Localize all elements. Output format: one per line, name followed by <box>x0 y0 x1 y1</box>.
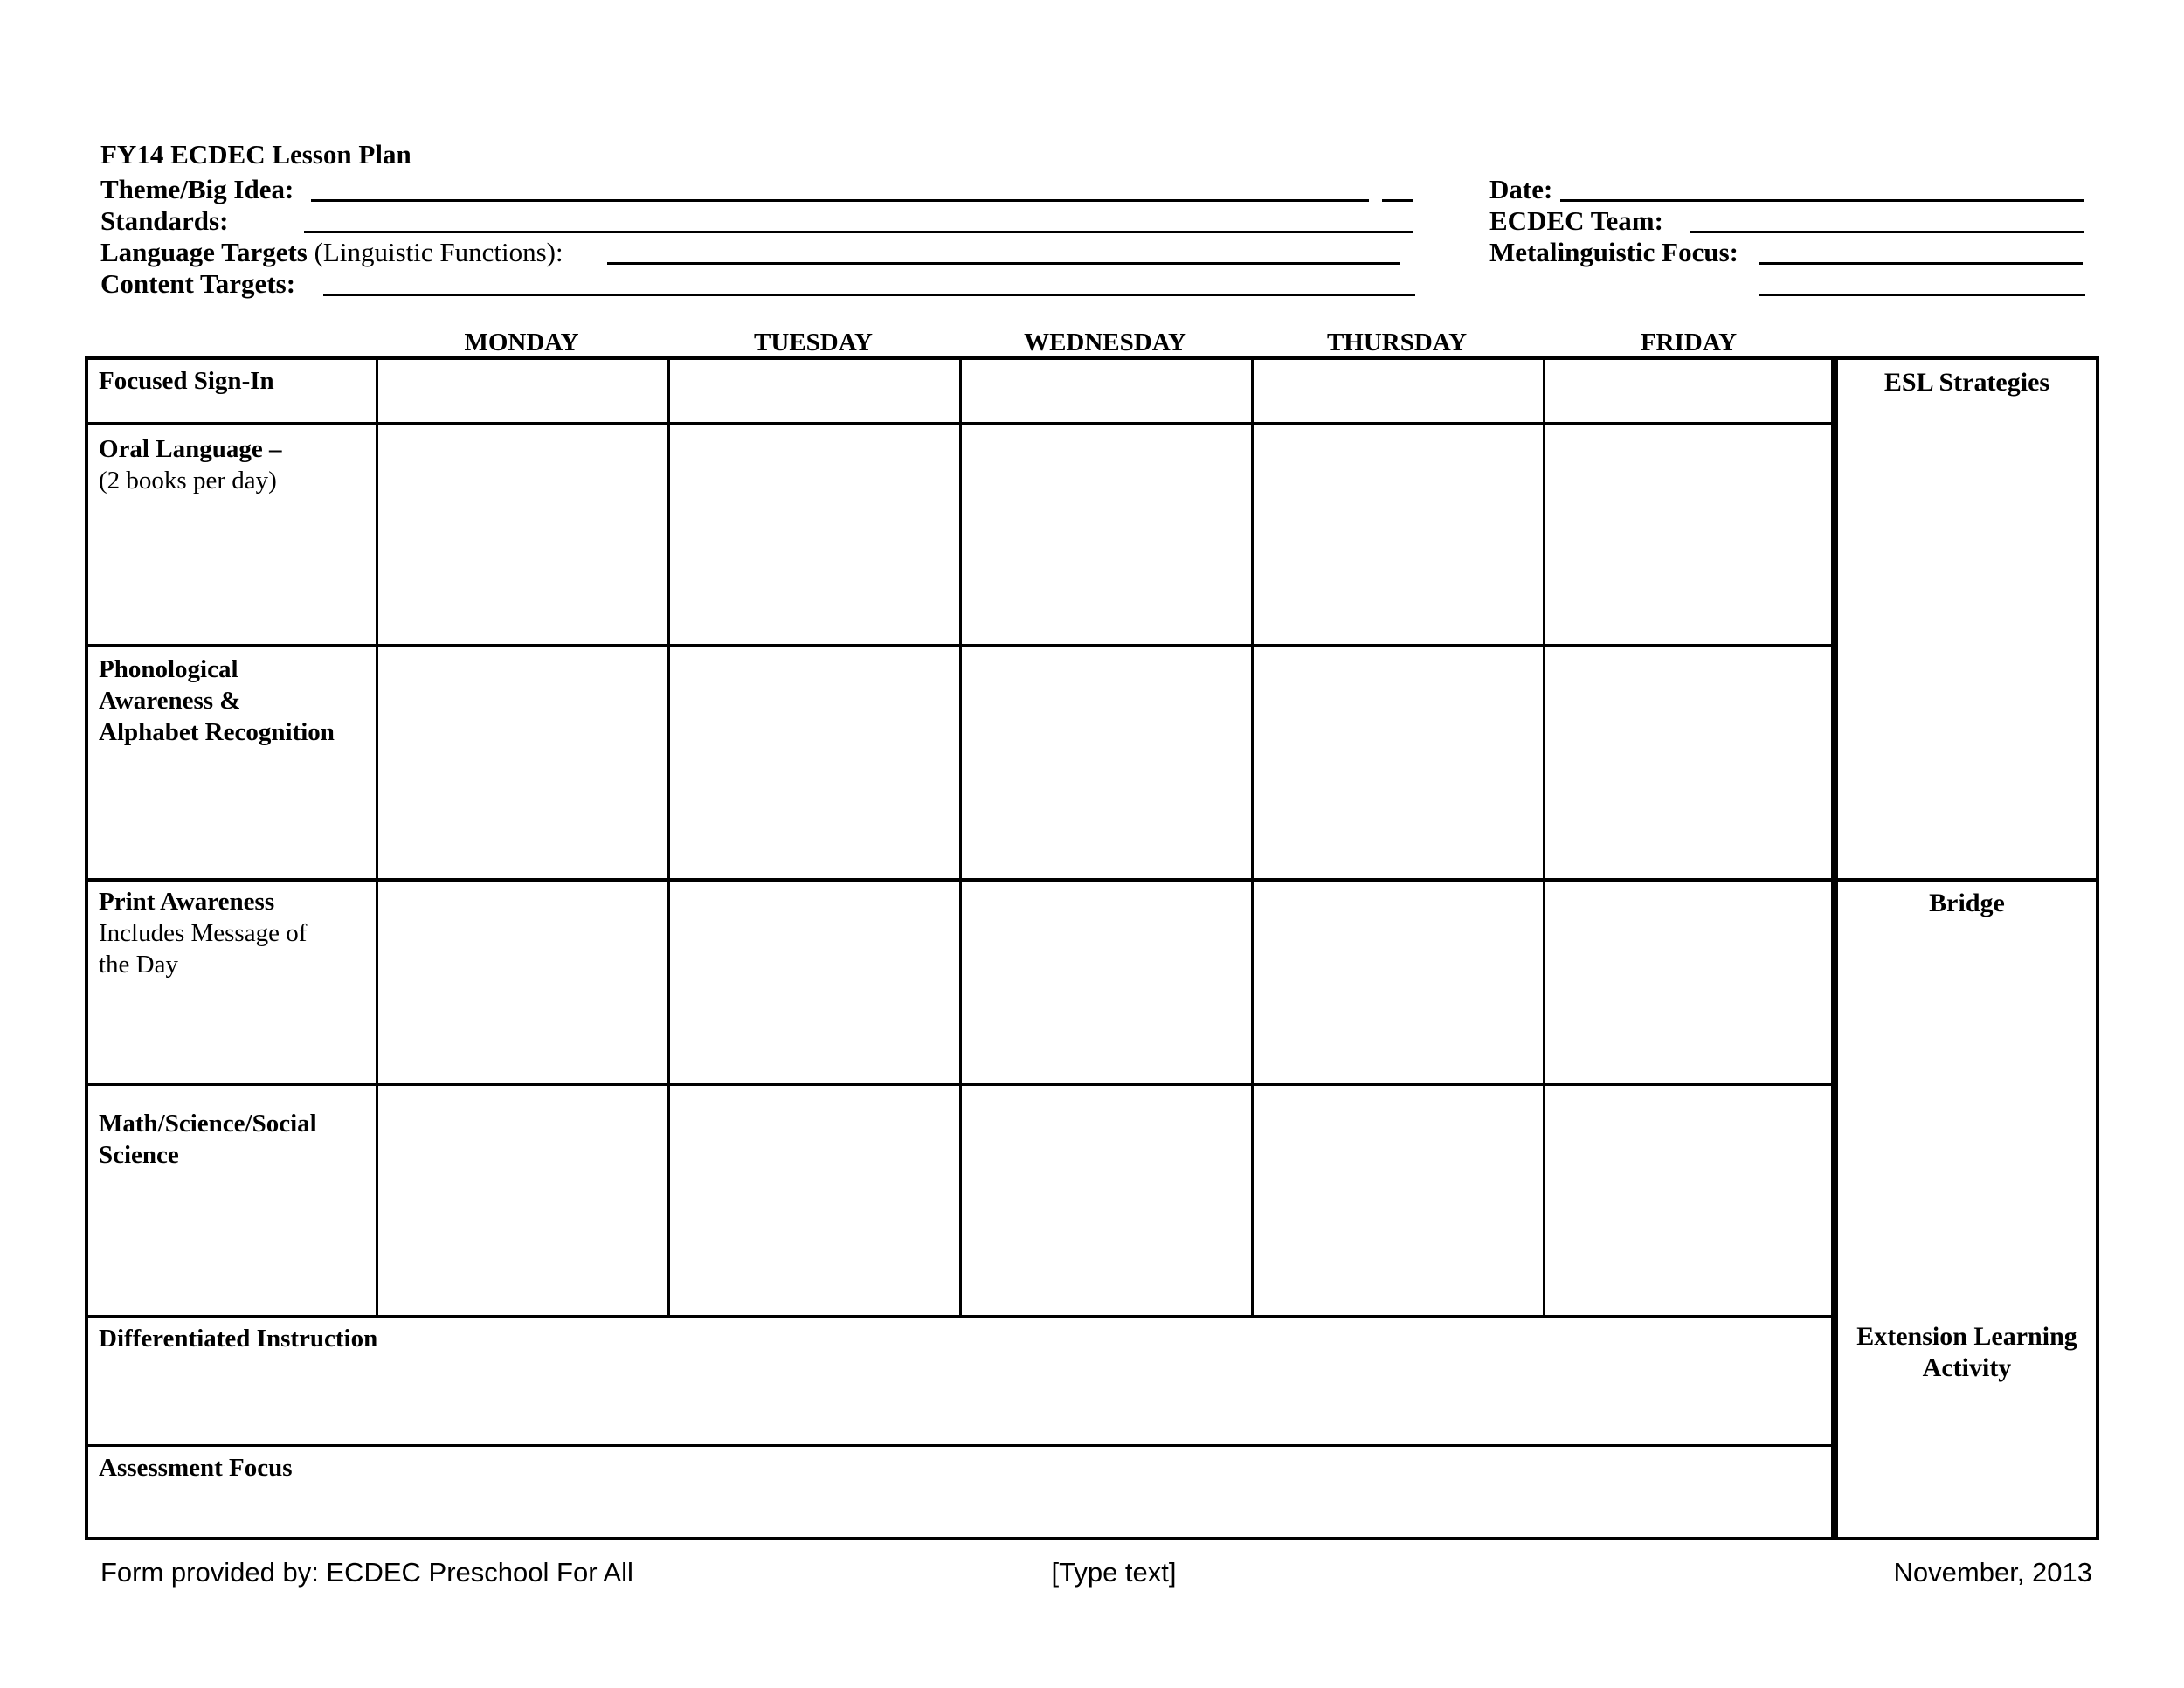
footer-type-text-placeholder[interactable]: [Type text] <box>1051 1557 1177 1588</box>
side-label-bridge: Bridge <box>1929 889 2005 917</box>
extension-line-2: Activity <box>1922 1353 2012 1382</box>
cell-thursday-focused-sign-in[interactable] <box>1251 356 1543 422</box>
cell-friday-phonological-awareness[interactable] <box>1543 644 1835 878</box>
content-targets-label: Content Targets: <box>100 268 296 299</box>
cell-wednesday-phonological-awareness[interactable] <box>959 644 1251 878</box>
cell-thursday-phonological-awareness[interactable] <box>1251 644 1543 878</box>
math-science-line-2: Science <box>99 1141 179 1169</box>
column-header-tuesday: TUESDAY <box>754 329 873 356</box>
oral-language-title: Oral Language – <box>99 435 282 463</box>
cell-tuesday-print-awareness[interactable] <box>667 878 959 1083</box>
standards-blank[interactable] <box>304 231 1413 233</box>
date-label: Date: <box>1489 174 1553 204</box>
row-label-oral-language <box>99 433 365 496</box>
math-science-line-1: Math/Science/Social <box>99 1110 317 1138</box>
language-targets-label <box>100 238 563 267</box>
column-header-monday: MONDAY <box>464 329 579 356</box>
extension-line-1: Extension Learning <box>1856 1322 2077 1351</box>
cell-tuesday-math-science-social[interactable] <box>667 1083 959 1315</box>
cell-wednesday-focused-sign-in[interactable] <box>959 356 1251 422</box>
cell-thursday-oral-language[interactable] <box>1251 422 1543 644</box>
cell-friday-oral-language[interactable] <box>1543 422 1835 644</box>
theme-big-idea-label: Theme/Big Idea: <box>100 174 294 204</box>
cell-monday-focused-sign-in[interactable] <box>376 356 667 422</box>
language-targets-blank[interactable] <box>607 262 1400 265</box>
cell-wednesday-oral-language[interactable] <box>959 422 1251 644</box>
phonological-line-1: Phonological <box>99 655 238 683</box>
cell-monday-print-awareness[interactable] <box>376 878 667 1083</box>
assessment-focus-title: Assessment Focus <box>99 1454 293 1482</box>
date-blank[interactable] <box>1560 199 2084 202</box>
cell-wednesday-print-awareness[interactable] <box>959 878 1251 1083</box>
focused-sign-in-title: Focused Sign-In <box>99 367 274 395</box>
cell-extension-learning-activity[interactable] <box>1835 1389 2099 1540</box>
cell-tuesday-phonological-awareness[interactable] <box>667 644 959 878</box>
cell-friday-math-science-social[interactable] <box>1543 1083 1835 1315</box>
cell-esl-strategies[interactable] <box>1835 402 2099 878</box>
footer-date: November, 2013 <box>1893 1557 2092 1588</box>
document-title: FY14 ECDEC Lesson Plan <box>100 139 411 169</box>
side-label-extension-learning-activity <box>1835 1321 2099 1384</box>
cell-tuesday-oral-language[interactable] <box>667 422 959 644</box>
metalinguistic-focus-blank[interactable] <box>1759 262 2083 265</box>
cell-tuesday-focused-sign-in[interactable] <box>667 356 959 422</box>
column-header-thursday: THURSDAY <box>1326 329 1468 356</box>
column-header-wednesday: WEDNESDAY <box>1024 329 1186 356</box>
print-awareness-sub-line-2: the Day <box>99 951 178 979</box>
phonological-line-3: Alphabet Recognition <box>99 718 335 746</box>
cell-friday-focused-sign-in[interactable] <box>1543 356 1835 422</box>
cell-friday-print-awareness[interactable] <box>1543 878 1835 1083</box>
side-column-divider <box>1835 878 2099 882</box>
column-header-friday: FRIDAY <box>1640 329 1738 356</box>
standards-label: Standards: <box>100 205 229 236</box>
row-label-phonological-awareness <box>99 654 365 748</box>
metalinguistic-focus-label: Metalinguistic Focus: <box>1489 237 1738 267</box>
cell-wednesday-math-science-social[interactable] <box>959 1083 1251 1315</box>
cell-monday-phonological-awareness[interactable] <box>376 644 667 878</box>
ecdec-team-blank[interactable] <box>1690 231 2084 233</box>
language-targets-label-bold: Language Targets <box>100 237 308 267</box>
theme-big-idea-blank[interactable] <box>311 199 1369 202</box>
cell-thursday-print-awareness[interactable] <box>1251 878 1543 1083</box>
cell-monday-math-science-social[interactable] <box>376 1083 667 1315</box>
cell-bridge[interactable] <box>1835 922 2099 1315</box>
cell-thursday-math-science-social[interactable] <box>1251 1083 1543 1315</box>
side-label-esl-strategies: ESL Strategies <box>1883 368 2050 397</box>
metalinguistic-focus-blank-2[interactable] <box>1759 294 2085 296</box>
oral-language-subtitle: (2 books per day) <box>99 467 277 495</box>
language-targets-label-regular: (Linguistic Functions): <box>307 237 563 267</box>
row-label-print-awareness <box>99 886 365 980</box>
cell-monday-oral-language[interactable] <box>376 422 667 644</box>
row-label-math-science-social <box>99 1108 365 1171</box>
content-targets-blank[interactable] <box>323 294 1415 296</box>
ecdec-team-label: ECDEC Team: <box>1489 205 1663 236</box>
cell-assessment-focus[interactable] <box>376 1444 1835 1540</box>
print-awareness-sub-line-1: Includes Message of <box>99 919 308 947</box>
footer-provided-by: Form provided by: ECDEC Preschool For All <box>100 1557 633 1588</box>
theme-big-idea-blank-short[interactable] <box>1382 199 1413 202</box>
phonological-line-2: Awareness & <box>99 687 241 715</box>
differentiated-instruction-title: Differentiated Instruction <box>99 1325 378 1352</box>
row-label-focused-sign-in <box>99 365 365 397</box>
print-awareness-title: Print Awareness <box>99 888 275 916</box>
cell-differentiated-instruction[interactable] <box>376 1315 1835 1444</box>
